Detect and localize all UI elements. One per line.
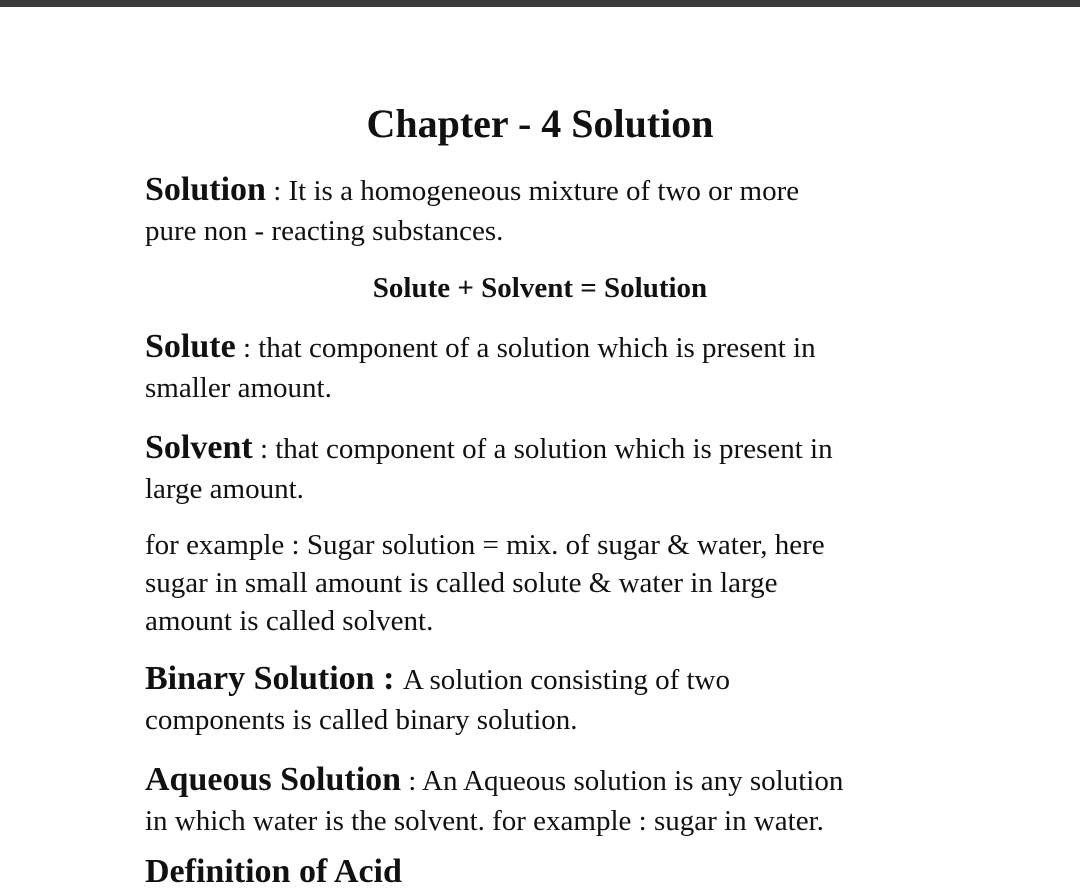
term-label: Aqueous Solution <box>145 761 402 798</box>
term-label: Solvent <box>145 429 253 466</box>
definition-text: that component of a solution which is present in <box>258 332 816 364</box>
definition-text: large amount. <box>145 473 304 505</box>
viewer-top-bar <box>0 0 1080 7</box>
definition-text: It is a homogeneous mixture of two or more <box>288 175 800 207</box>
definition-text: pure non - reacting substances. <box>145 215 504 247</box>
solution-equation: Solute + Solvent = Solution <box>372 272 708 304</box>
definition-solute: Solute : that component of a solution which is present in smaller amount. <box>145 328 816 404</box>
term-label: Solution <box>145 171 266 208</box>
term-label: Solute <box>145 328 236 365</box>
example-paragraph: for example : Sugar solution = mix. of sugar & water, here sugar in small amount is called solute & water in large amount is called solvent. <box>145 529 825 637</box>
definition-aqueous-solution: Aqueous Solution : An Aqueous solution is any solution in which water is the solvent. for example : sugar in water. <box>145 761 844 837</box>
definition-text: An Aqueous solution is any solution <box>422 765 844 797</box>
definition-text: components is called binary solution. <box>145 704 578 736</box>
page-title: Chapter - 4 Solution <box>366 101 714 146</box>
definition-binary-solution: Binary Solution : A solution consisting of two components is called binary solution. <box>145 660 730 736</box>
next-heading-partial: Definition of Acid <box>145 853 402 890</box>
term-label: Binary Solution <box>145 660 375 697</box>
definition-solution: Solution : It is a homogeneous mixture of two or more pure non - reacting substances. <box>145 171 800 247</box>
definition-text: A solution consisting of two <box>402 664 730 696</box>
definition-text: that component of a solution which is present in <box>275 433 833 465</box>
definition-solvent: Solvent : that component of a solution which is present in large amount. <box>145 429 833 505</box>
definition-text: in which water is the solvent. for example : sugar in water. <box>145 805 824 837</box>
definition-text: smaller amount. <box>145 372 332 404</box>
